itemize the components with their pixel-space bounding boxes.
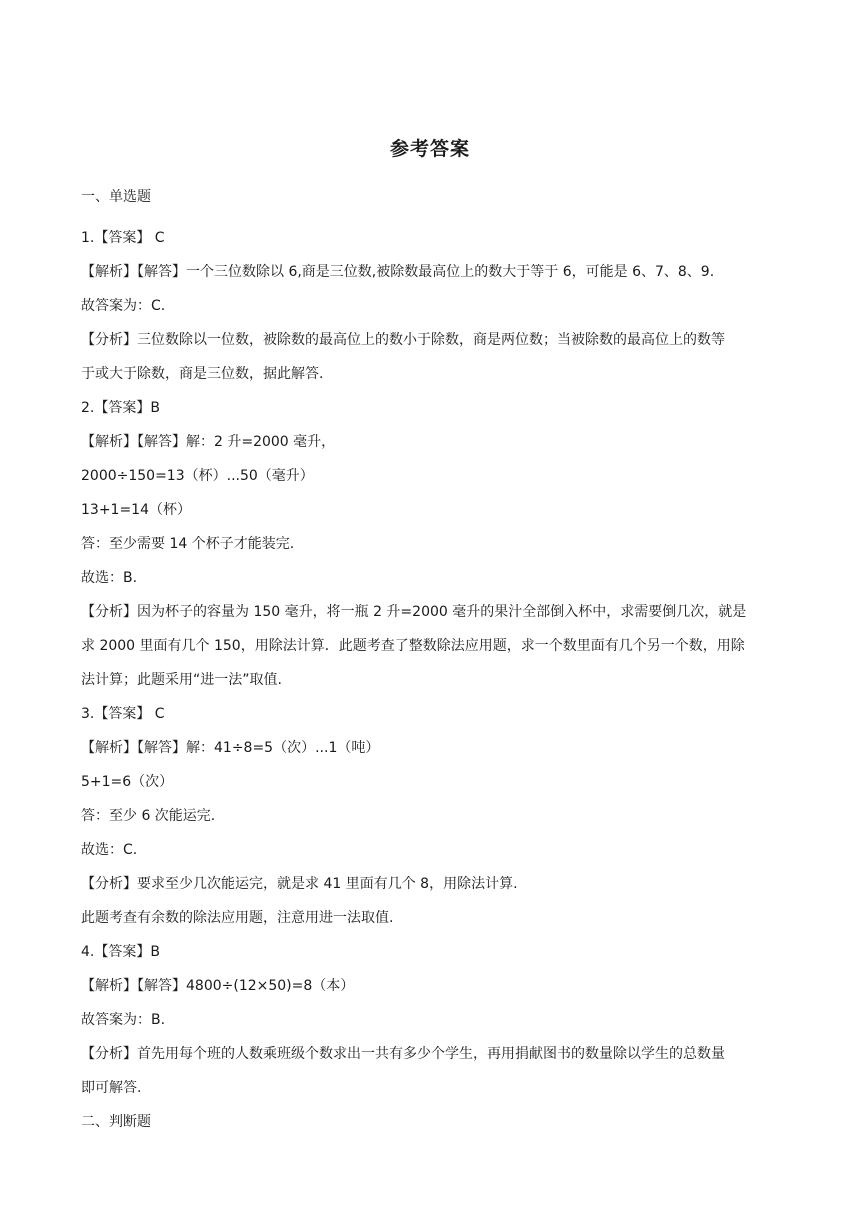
conclusion-line: 故答案为：B. — [81, 1012, 166, 1028]
answer-heading-2: 2.【答案】B — [81, 400, 160, 416]
answer-heading-1: 1.【答案】 C — [81, 230, 165, 246]
analysis-line: 【解析】【解答】解：41÷8=5（次）...1（吨） — [81, 740, 380, 756]
analysis-line: 于或大于除数，商是三位数，据此解答. — [81, 366, 324, 382]
section-heading-true-false: 二、判断题 — [81, 1114, 151, 1130]
answer-heading-3: 3.【答案】 C — [81, 706, 165, 722]
analysis-line: 求 2000 里面有几个 150，用除法计算．此题考查了整数除法应用题，求一个数里面有几个另一个数，用除 — [81, 638, 745, 654]
analysis-line: 【解析】【解答】解：2 升=2000 毫升， — [81, 434, 336, 450]
answer-heading-4: 4.【答案】B — [81, 944, 160, 960]
section-heading-single-choice: 一、单选题 — [81, 189, 151, 205]
analysis-line: 即可解答. — [81, 1080, 142, 1096]
calculation-line: 13+1=14（杯） — [81, 502, 191, 518]
analysis-line: 法计算；此题采用“进一法”取值. — [81, 672, 282, 688]
conclusion-line: 答：至少 6 次能运完. — [81, 808, 216, 824]
analysis-line: 【分析】要求至少几次能运完，就是求 41 里面有几个 8，用除法计算. — [81, 876, 518, 892]
analysis-line: 【解析】【解答】4800÷(12×50)=8（本） — [81, 978, 355, 994]
conclusion-line: 故选：B. — [81, 570, 138, 586]
analysis-line: 此题考查有余数的除法应用题，注意用进一法取值. — [81, 910, 394, 926]
analysis-line: 【分析】因为杯子的容量为 150 毫升，将一瓶 2 升=2000 毫升的果汁全部倒入杯中，求需要倒几次，就是 — [81, 604, 747, 620]
conclusion-line: 故答案为：C. — [81, 298, 166, 314]
analysis-line: 【分析】首先用每个班的人数乘班级个数求出一共有多少个学生，再用捐献图书的数量除以学生的总数量 — [81, 1046, 725, 1062]
calculation-line: 2000÷150=13（杯）...50（毫升） — [81, 468, 314, 484]
conclusion-line: 答：至少需要 14 个杯子才能装完. — [81, 536, 295, 552]
page-title: 参考答案 — [389, 138, 470, 160]
calculation-line: 5+1=6（次） — [81, 774, 174, 790]
conclusion-line: 故选：C. — [81, 842, 138, 858]
analysis-line: 【解析】【解答】一个三位数除以 6,商是三位数,被除数最高位上的数大于等于 6，可能是 6、7、8、9. — [81, 264, 715, 280]
analysis-line: 【分析】三位数除以一位数，被除数的最高位上的数小于除数，商是两位数；当被除数的最高位上的数等 — [81, 332, 725, 348]
